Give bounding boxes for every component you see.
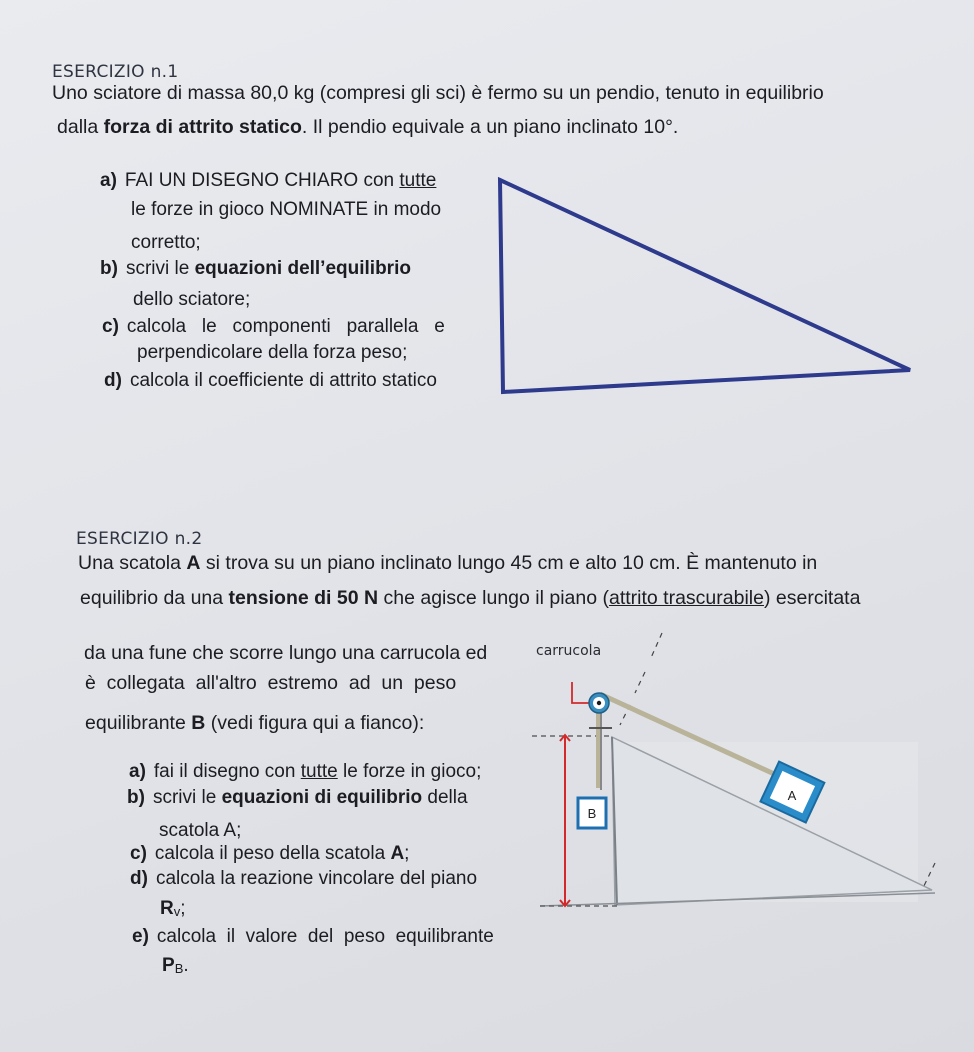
exercise-1-text-line-1: Uno sciatore di massa 80,0 kg (compresi gli sci) è fermo su un pendio, tenuto in equilibrio (52, 82, 824, 104)
exercise-2-item-b-line-2: scatola A; (159, 820, 242, 841)
exercise-1-item-a-line-2: le forze in gioco NOMINATE in modo (131, 199, 442, 220)
exercise-1-title: ESERCIZIO n.1 (52, 62, 179, 82)
text-segment: calcola il peso della scatola (154, 843, 391, 864)
exercise-2-title: ESERCIZIO n.2 (76, 529, 203, 549)
box-a-label: A (787, 788, 797, 803)
text-segment: . Il pendio equivale a un piano inclinato 10°. (301, 116, 679, 138)
text-segment: fai il disegno con (153, 761, 301, 782)
text-segment: della (422, 787, 468, 808)
text-bold-segment: A (186, 552, 201, 574)
pulley-label: carrucola (536, 643, 602, 659)
item-label: a) (129, 761, 146, 782)
text-bold-segment: equazioni dell’equilibrio (194, 258, 411, 279)
text-segment: ; (404, 843, 410, 864)
text-bold-segment: tensione di 50 N (228, 587, 379, 609)
text-segment: che agisce lungo il piano ( (378, 587, 609, 609)
text-underlined-segment: tutte (300, 761, 338, 782)
item-label: b) (100, 258, 118, 279)
pulley-arrow (572, 682, 590, 703)
text-bold-segment: equazioni di equilibrio (221, 787, 423, 808)
exercise-1-item-b-line-2: dello sciatore; (133, 289, 251, 310)
text-segment: le forze in gioco; (337, 761, 482, 782)
item-label: d) (104, 370, 122, 391)
text-segment: calcola la reazione vincolare del piano (155, 868, 478, 889)
item-label: d) (130, 868, 148, 889)
text-bold-segment: forza di attrito statico (103, 116, 302, 138)
exercise-2-text-line-4: è collegata all'altro estremo ad un peso (85, 672, 457, 694)
text-segment: ) esercitata (763, 587, 861, 609)
text-segment: scrivi le (152, 787, 222, 808)
text-segment: scrivi le (125, 258, 195, 279)
item-label: c) (130, 843, 147, 864)
text-segment: equilibrio da una (80, 587, 229, 609)
text-bold-segment: B (191, 712, 206, 734)
item-label: a) (100, 170, 117, 191)
exercise-1-item-c-line-2: perpendicolare della forza peso; (137, 342, 408, 363)
text-segment: dalla (57, 116, 104, 138)
text-segment: si trova su un piano inclinato lungo 45 cm e alto 10 cm. È mantenuto in (200, 552, 818, 574)
text-segment: Una scatola (78, 552, 187, 574)
text-segment: calcola le componenti parallela e (126, 316, 445, 337)
item-label: e) (132, 926, 149, 947)
text-underlined-segment: tutte (399, 170, 437, 191)
item-label: c) (102, 316, 119, 337)
exercise-1-item-a-line-3: corretto; (131, 232, 201, 253)
pulley-axle (597, 701, 601, 705)
symbol-p: P (162, 955, 175, 976)
item-label: b) (127, 787, 145, 808)
text-segment: ; (180, 898, 186, 919)
subscript: v (173, 904, 181, 919)
text-segment: (vedi figura qui a fianco): (205, 712, 425, 734)
symbol-r: R (160, 898, 174, 919)
exercise-2-text-line-3: da una fune che scorre lungo una carrucola ed (84, 642, 488, 664)
text-segment: FAI UN DISEGNO CHIARO con (124, 170, 400, 191)
text-bold-segment: A (390, 843, 405, 864)
text-segment: equilibrante (85, 712, 192, 734)
text-segment: calcola il valore del peso equilibrante (156, 926, 494, 947)
box-b-label: B (587, 806, 597, 821)
text-underlined-segment: attrito trascurabile (608, 587, 764, 609)
subscript: B (174, 961, 184, 976)
text-segment: calcola il coefficiente di attrito statico (129, 370, 437, 391)
text-segment: . (183, 955, 189, 976)
